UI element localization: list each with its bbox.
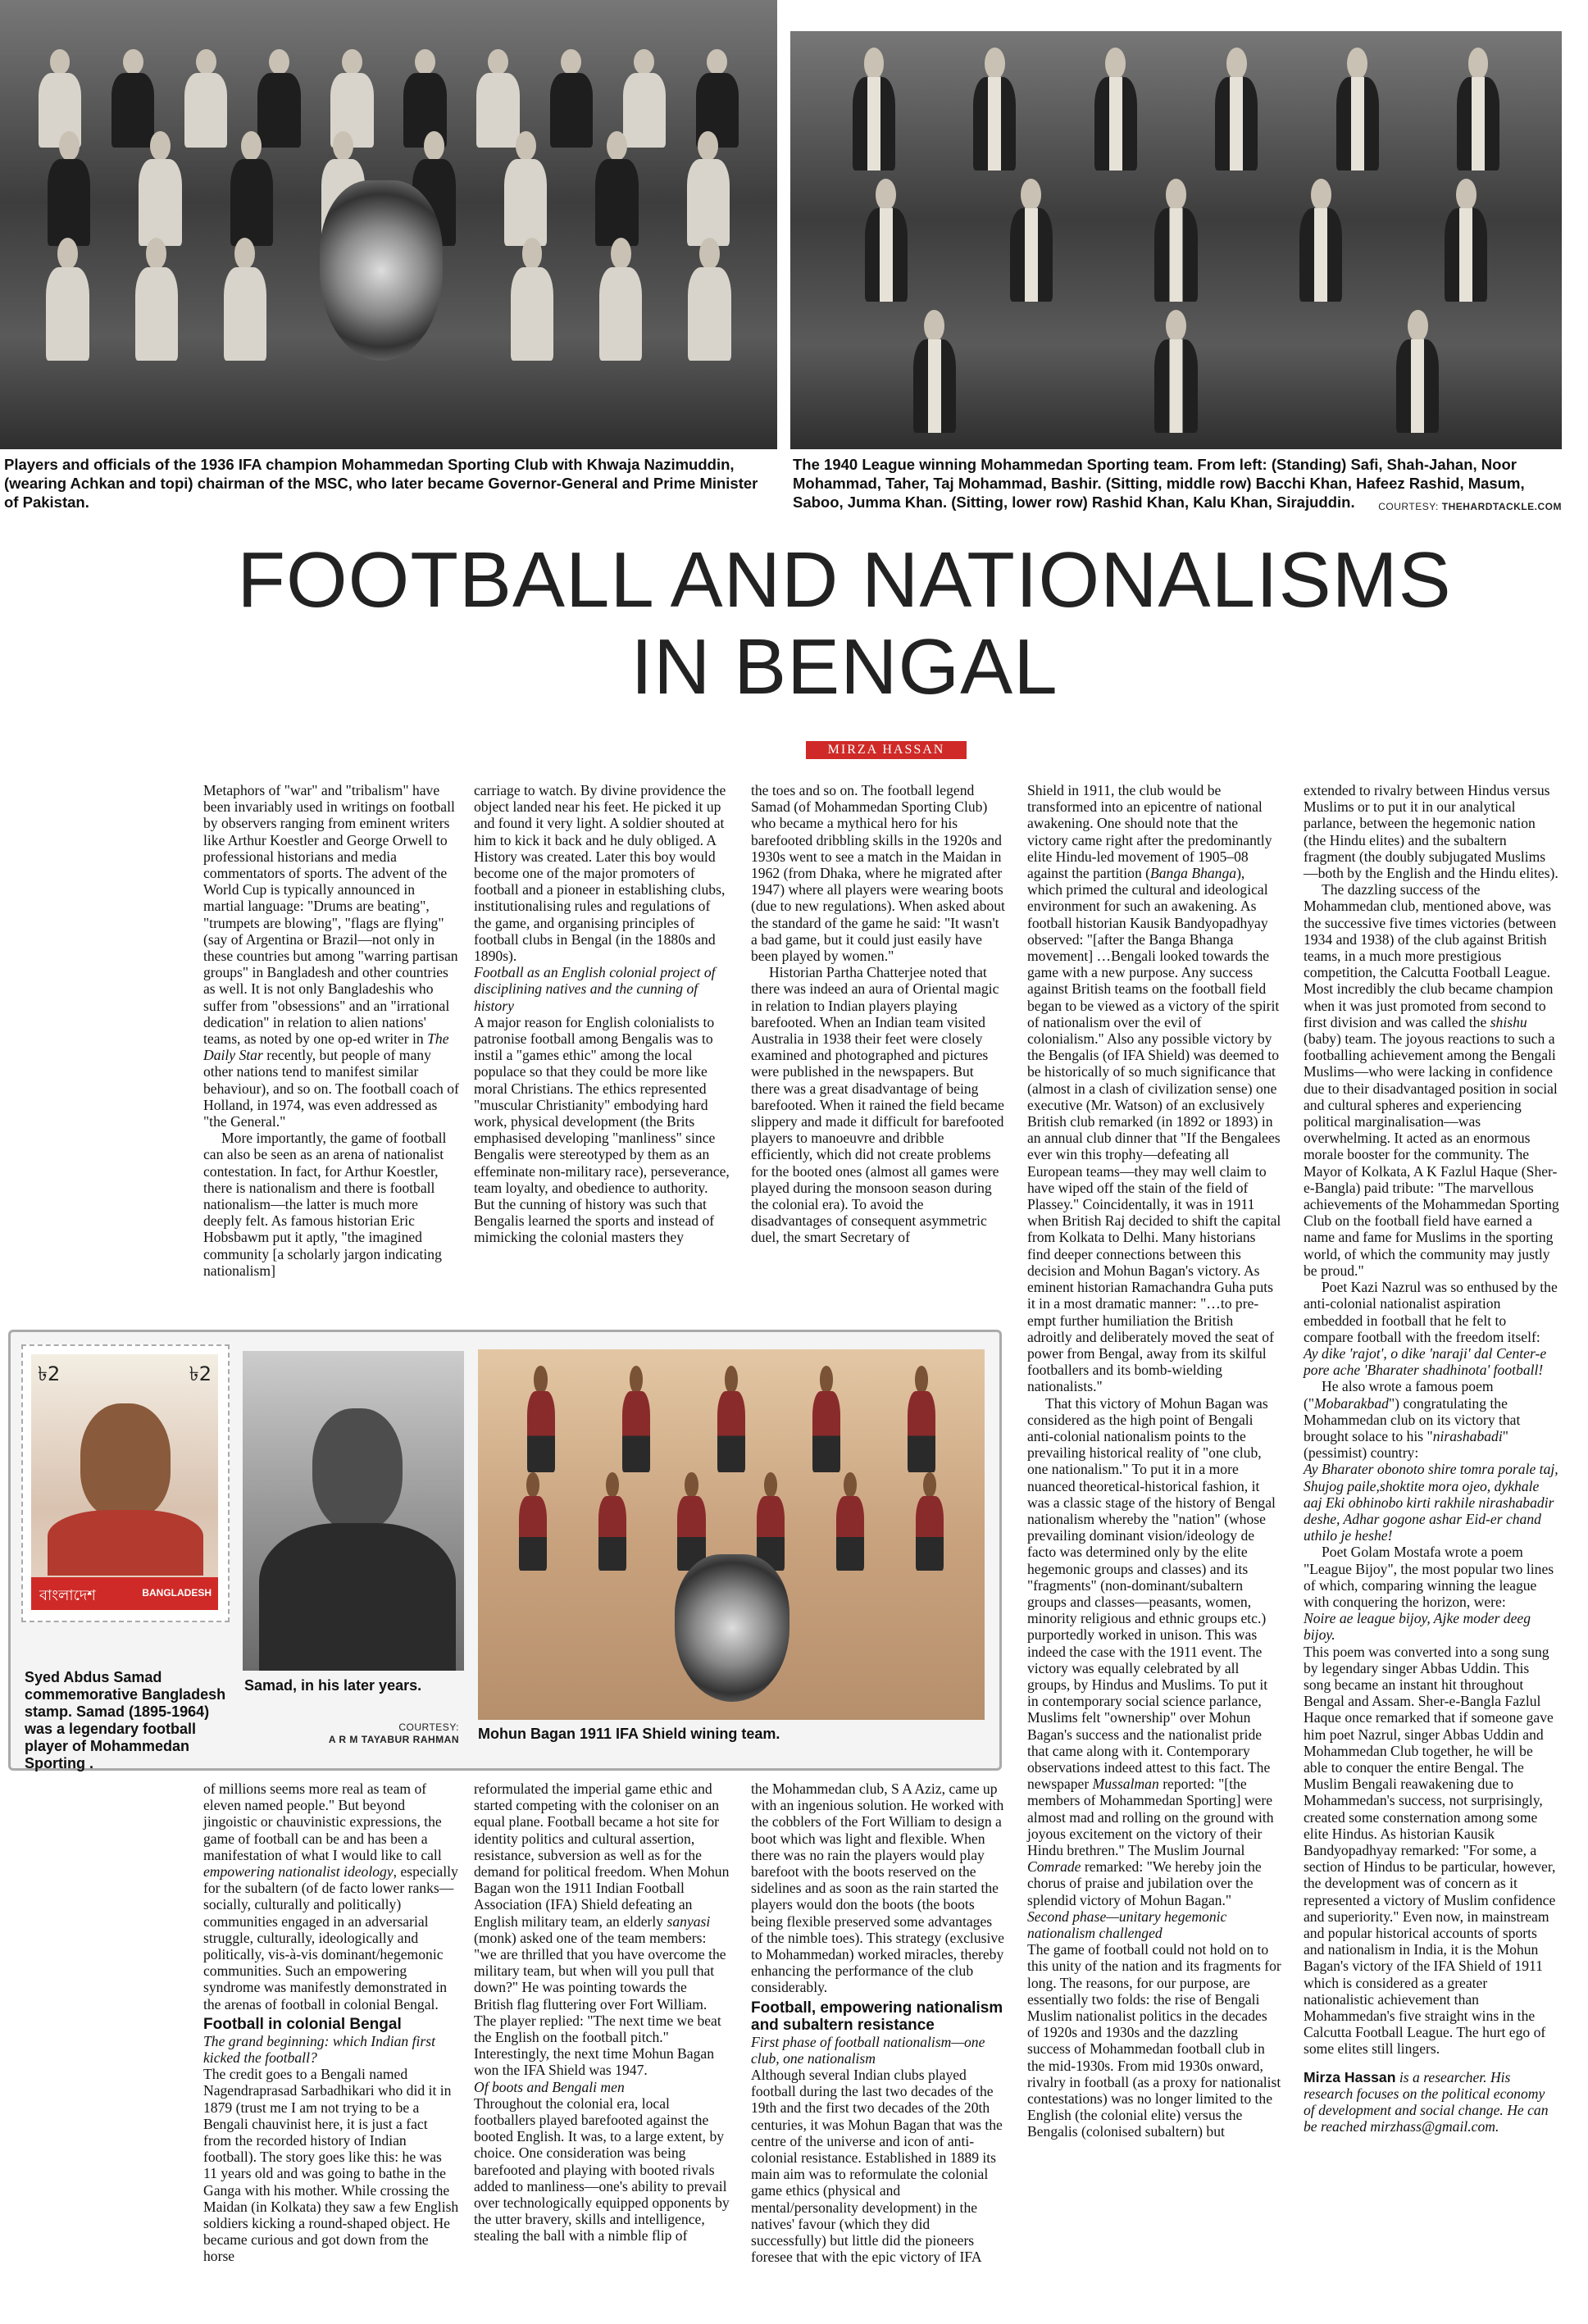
box-courtesy	[244, 1721, 459, 1746]
paragraph: The game of football could not hold on to this unity of the nation and its fragments for long. The reasons, for our purpose, are essentially two folds: the rise of Bengali Muslim nationalist politics in the decades of 1920s and 1930s and the dazzling success of Mohammedan football club in the mid-1930s. From mid 1930s onward, rivalry in football (as a proxy for nationalist contestations) was no longer limited to the English (the colonial elite) versus the Bengalis (colonised subaltern) but	[1027, 1941, 1281, 2140]
author-bio: Mirza Hassan is a researcher. His research focuses on the political economy of development and social change. He can be reached mirzhass@gmail.com.	[1304, 2068, 1549, 2135]
samad-stamp	[21, 1344, 230, 1622]
byline: MIRZA HASSAN	[806, 741, 967, 759]
section-heading: Football in colonial Bengal	[203, 2015, 402, 2033]
paragraph: the toes and so on. The football legend Samad (of Mohammedan Sporting Club) who became a mythical hero for his barefooted dribbling skills in the 1920s and 1930s went to see a match in the Maidan in 1962 (from Dhaka, where he migrated after 1947) where all players were wearing boots (due to new regulations). When asked about the standard of the game he said: "It wasn't a bad game, but it could just easily have been played by women."	[751, 782, 1005, 965]
courtesy-source: THEHARDTACKLE.COM	[1441, 501, 1562, 512]
stamp-caption: Syed Abdus Samad commemorative Bangladesh stamp. Samad (1895-1964) was a legendary football player of Mohammedan Sporting .	[25, 1669, 226, 1771]
paragraph: Shield in 1911, the club would be transformed into an epicentre of national awakening. One should note that the victory came right after the predominantly elite Hindu-led movement of 1905–08 against the partition (Banga Bhanga), which primed the cultural and ideological environment for such an awakening. As football historian Kausik Bandyopadhyay observed: "[after the Banga Bhanga movement] …Bengali looked towards the game with a new purpose. Any success against British teams on the football field began to be viewed as a victory of the spirit of nationalism over the evil of colonialism." Also any possible victory by the Bengalis (of IFA Shield) was deemed to be historically of so much significance that (almost in a clash of civilization sense) one executive (Mr. Watson) of an exclusively British club remarked (in 1892 or 1893) in an annual club dinner that "If the Bengalees ever win this trophy—defeating all European teams—they may well claim to have wiped off the stain of the field of Plassey." Coincidentally, it was in 1911 when British Raj decided to shift the capital from Kolkata to Delhi. Many historians find deeper connections between this decision and Mohun Bagan's victory. As eminent historian Ramachandra Guha puts it in a most dramatic manner: "…to pre-empt further humiliation the British adroitly and deliberately moved the seat of power from Bengal, away from its skilful footballers and its bomb-wielding nationalists."	[1027, 782, 1281, 1395]
paragraph: He also wrote a famous poem ("Mobarakbad") congratulating the Mohammedan club on its victory that brought solace to his "nirashabadi" (pessimist) country:	[1304, 1378, 1521, 1462]
samad-portrait	[80, 1403, 171, 1518]
courtesy-label: COURTESY:	[1378, 501, 1439, 512]
lower-column-2	[474, 1781, 730, 2244]
paragraph: Poet Kazi Nazrul was so enthused by the anti-colonial nationalist aspiration embedded in football that he felt to compare football with the freedom itself:	[1304, 1279, 1558, 1345]
headline	[148, 537, 1541, 711]
paragraph: reformulated the imperial game ethic and started competing with the coloniser on an equal plane. Football became a hot site for identity politics and cultural assertion, resistance, subversion as well as for the demand for political freedom. When Mohun Bagan won the 1911 Indian Football Association (IFA) Shield defeating an English military team, an elderly sanyasi (monk) asked one of the team members: "we are thrilled that you have overcome the military team, but when will you pull that down?" He was pointing towards the British flag fluttering over Fort William. The player replied: "The next time we beat the English on the football pitch." Interestingly, the next time Mohun Bagan won the IFA Shield was 1947.	[474, 1781, 730, 2079]
paragraph: the Mohammedan club, S A Aziz, came up with an ingenious solution. He worked with the cobblers of the Fort William to design a boot which was light and flexible. When there was no rain the players would play barefoot with the boots reserved on the sidelines and as soon as the rain started the players would don the boots (the boots being flexible preserved some advantages of the nimble toes). This strategy (exclusive to Mohammedan) worked miracles, thereby enhancing the performance of the club considerably.	[751, 1781, 1004, 1996]
column-5	[1304, 782, 1559, 2135]
subheading: The grand beginning: which Indian first kicked the football?	[203, 2032, 435, 2067]
upper-column-1	[203, 782, 459, 1279]
stamp-value-right: ৳2	[189, 1362, 212, 1385]
paragraph: The credit goes to a Bengali named Nagendraprasad Sarbadhikari who did it in 1879 (trust me I am not trying to be a Bengali chauvinist here, it is just a fact from the recorded history of Indian football). The story goes like this: he was 11 years old and was going to bathe in the Ganga with his mother. While crossing the Maidan (in Kolkata) they saw a few English soldiers kicking a round-shaped object. He became curious and got down from the horse	[203, 2066, 459, 2265]
stamp-country-bn: বাংলাদেশ	[39, 1587, 96, 1604]
paragraph: This poem was converted into a song sung by legendary singer Abbas Uddin. This song became an instant hit throughout Bengal and Assam. Sher-e-Bangla Fazlul Haque once remarked that if someone gave him poet Nazrul, singer Abbas Uddin and Mohammedan Club together, he will be able to conquer the entire Bengal. The Muslim Bengali reawakening due to Mohammedan's success, not surprisingly, created some consternation among some elite Hindus. As historian Kausik Bandyopadhyay remarked: "For some, a section of Hindus to be particular, however, the development was of concern as it represented a victory of Muslim confidence and superiority." Even now, in mainstream and popular historical accounts of sports and nationalism in India, it is the Mohun Bagan's victory of the IFA Shield of 1911 which is considered as a greater nationalistic achievement than Mohammedan's five straight wins in the Calcutta Football League. The hurt ego of some elites still lingers.	[1304, 1643, 1556, 2058]
column-4	[1027, 782, 1281, 2140]
paragraph: Poet Golam Mostafa wrote a poem "League Bijoy", the most popular two lines of which, comparing winning the league with conquering the horizon, were:	[1304, 1544, 1554, 1610]
mohun-bagan-caption: Mohun Bagan 1911 IFA Shield wining team.	[478, 1726, 780, 1742]
verse: Ay dike 'rajot', o dike 'naraji' dal Center-e pore ache 'Bharater shadhinota' football!	[1304, 1344, 1547, 1379]
paragraph: extended to rivalry between Hindus versus Muslims or to put it in our analytical parlance, between the hegemonic nation (the Hindu elites) and the subaltern fragment (the doubly subjugated Muslims—both by the English and the Hindu elites).	[1304, 782, 1558, 882]
section-heading: Football, empowering nationalism and subaltern resistance	[751, 1999, 1003, 2034]
lower-column-3	[751, 1781, 1005, 2265]
paragraph: A major reason for English colonialists to patronise football among Bengalis was to instil a "games ethic" among the local populace so that they could be more like moral Christians. The ethics represented "muscular Christianity" embodying hard work, physical development (the Brits emphasised developing "manliness" since Bengalis were stereotyped by them as an effeminate non-military race), perseverance, team loyalty, and obedience to authority. But the cunning of history was such that Bengalis learned the sports and instead of mimicking the colonial masters they	[474, 1013, 730, 1246]
headline-line-2: IN BENGAL	[630, 623, 1058, 711]
upper-column-2	[474, 782, 730, 1246]
stamp-value-left: ৳2	[38, 1362, 61, 1385]
right-photo-caption: The 1940 League winning Mohammedan Sporting team. From left: (Standing) Safi, Shah-Jahan, Noor Mohammad, Taher, Taj Mohammad, Bashir. (Sitting, middle row) Bacchi Khan, Hafeez Rashid, Masum, Saboo, Jumma Khan. (Sitting, lower row) Rashid Khan, Kalu Khan, Sirajuddin.	[793, 456, 1525, 511]
paragraph: That this victory of Mohun Bagan was considered as the high point of Bengali anti-colonial nationalism points to the prevailing historical reality of "one club, one nationalism." To put it in a more nuanced theoretical-historical fashion, it was a classic stage of the history of Bengal nationalism whereby the "nation" (whose prevailing dominant vision/ideology de facto was determined only by the elite hegemonic groups and classes) and its "fragments" (non-dominant/subaltern groups and classes—peasants, women, minority religious and ethnic groups etc.) purportedly worked in unison. This was indeed the case with the 1911 event. The victory was equally celebrated by all groups, by Hindus and Muslims. To put it in contemporary social science parlance, Muslims felt "ownership" over Mohun Bagan's success and the nationalist pride that came along with it. Contemporary observations indeed attest to this fact. The newspaper Mussalman reported: "[the members of Mohammedan Sporting] were almost mad and rolling on the ground with joyous excitement on the victory of their Hindu brethren." The Muslim Journal Comrade remarked: "We hereby join the chorus of praise and jubilation over the splendid victory of Mohun Bagan."	[1027, 1394, 1276, 1908]
paragraph: Metaphors of "war" and "tribalism" have been invariably used in writings on football by observers ranging from eminent writers like Arthur Koestler and George Orwell to professional historians and media commentators of sports. The advent of the World Cup is typically announced in martial language: "Drums are beating", "trumpets are blowing", "flags are flying" (say of Argentina or Brazil—not only in these countries but among "warring partisan groups" in Bangladesh and other countries as well. It is not only Bangladeshis who suffer from "obsessions" and an "irrational dedication" in relation to alien nations' teams, as noted by one op-ed writer in The Daily Star recently, but people of many other nations tend to manifest similar behaviour), and so on. The football coach of Holland, in 1974, was even addressed as "the General."	[203, 782, 459, 1130]
subheading: Football as an English colonial project of disciplining natives and the cunning of history	[474, 964, 716, 1014]
paragraph: The dazzling success of the Mohammedan club, mentioned above, was the successive five times victories (between 1934 and 1938) of the club against British teams, in a much more prestigious competition, the Calcutta Football League. Most incredibly the club became champion when it was just promoted from second to first division and was called the shishu (baby) team. The joyous reactions to such a footballing achievement among the Bengali Muslims—who were lacking in confidence due to their disadvantaged position in social and cultural spheres and experiencing political marginalisation—was overwhelming. It acted as an enormous morale booster for the community. The Mayor of Kolkata, A K Fazlul Haque (Sher-e-Bangla) paid tribute: "The marvellous achievements of the Mohammedan Sporting Club on the football field have earned a name and fame for Muslims in the sporting world, of which the community may justly be proud."	[1304, 881, 1559, 1279]
samad-later-photo	[243, 1351, 464, 1671]
paragraph: More importantly, the game of football can also be seen as an arena of nationalist contestation. In fact, for Arthur Koestler, there is nationalism and there is football nationalism—the latter is much more deeply felt. As famous historian Eric Hobsbawm put it aptly, "the imagined community [a scholarly jargon indicating nationalism]	[203, 1130, 447, 1279]
headline-line-1: FOOTBALL AND NATIONALISMS	[237, 536, 1452, 624]
box-courtesy-label: COURTESY:	[398, 1721, 459, 1733]
paragraph: Historian Partha Chatterjee noted that there was indeed an aura of Oriental magic in relation to Indian players playing barefooted. When an Indian team visited Australia in 1938 their feet were closely examined and photographed and pictures were published in the newspapers. But there was a great disadvantage of being barefooted. When it rained the field became slippery and made it difficult for barefooted players to manoeuvre and dribble efficiently, which did not create problems for the booted ones (almost all games were played during the monsoon season during the colonial era). To avoid the disadvantages of consequent asymmetric duel, the smart Secretary of	[751, 964, 1004, 1246]
box-courtesy-name: A R M TAYABUR RAHMAN	[328, 1734, 459, 1745]
lower-column-1	[203, 1781, 459, 2265]
paragraph: of millions seems more real as team of eleven named people." But beyond jingoistic or chauvinistic expressions, the game of football can be and has been a manifestation of what I would like to call empowering nationalist ideology, especially for the subaltern (of de facto lower ranks—socially, culturally and politically) communities engaged in an adversarial struggle, culturally, ideologically and politically, vis-à-vis dominant/hegemonic communities. Such an empowering syndrome was manifestly demonstrated in the arenas of football in colonial Bengal.	[203, 1781, 458, 2012]
ifa-shield	[675, 1554, 789, 1702]
photo-1940-mohammedan-team	[790, 31, 1562, 449]
samad-later-caption: Samad, in his later years.	[244, 1677, 422, 1694]
verse: Ay Bharater obonoto shire tomra porale taj, Shujog paile,shoktite mora ojeo, dykhale aaj Eki obhinobo kirti rakhile nirashabadir deshe, Adhar gogone ashar Eid-er chand uthilo je heshe!	[1304, 1461, 1558, 1544]
subheading: First phase of football nationalism—one club, one nationalism	[751, 2033, 985, 2067]
subheading: Of boots and Bengali men	[474, 2078, 625, 2095]
mohun-bagan-1911-photo	[478, 1349, 985, 1720]
upper-column-3	[751, 782, 1005, 1246]
paragraph: carriage to watch. By divine providence the object landed near his feet. He picked it up and found it very light. A soldier shouted at him to kick it back and he duly obliged. A History was created. Later this boy would become one of the major promoters of football and a pioneer in establishing clubs, institutionalising rules and regulations of the game, and organising principles of football clubs in Bengal (in the 1880s and 1890s).	[474, 782, 726, 965]
paragraph: Throughout the colonial era, local footballers played barefooted against the booted English. It was, to a large extent, by choice. One consideration was being barefooted and playing with booted rivals added to manliness—one's ability to prevail over technologically equipped opponents by the utter bravery, skills and intelligence, stealing the ball with a nimble flip of	[474, 2094, 730, 2244]
photo-1936-mohammedan-team	[0, 0, 777, 449]
subheading: Second phase—unitary hegemonic nationalism challenged	[1027, 1908, 1227, 1942]
verse: Noire ae league bijoy, Ajke moder deeg bijoy.	[1304, 1610, 1531, 1644]
photo-courtesy	[1353, 501, 1562, 512]
left-photo-caption: Players and officials of the 1936 IFA champion Mohammedan Sporting Club with Khwaja Nazimuddin, (wearing Achkan and topi) chairman of the MSC, who later became Governor-General and Prime Minister of Pakistan.	[4, 456, 758, 511]
stamp-country: BANGLADESH	[142, 1587, 212, 1599]
paragraph: Although several Indian clubs played football during the last two decades of the 19th and the first two decades of the 20th centuries, it was Mohun Bagan that was the centre of the universe and icon of anti-colonial resistance. Established in 1889 its main aim was to reformulate the colonial game ethics (physical and mental/personality development) in the natives' favour (which they did successfully) but little did the pioneers foresee that with the epic victory of IFA	[751, 2067, 1003, 2266]
